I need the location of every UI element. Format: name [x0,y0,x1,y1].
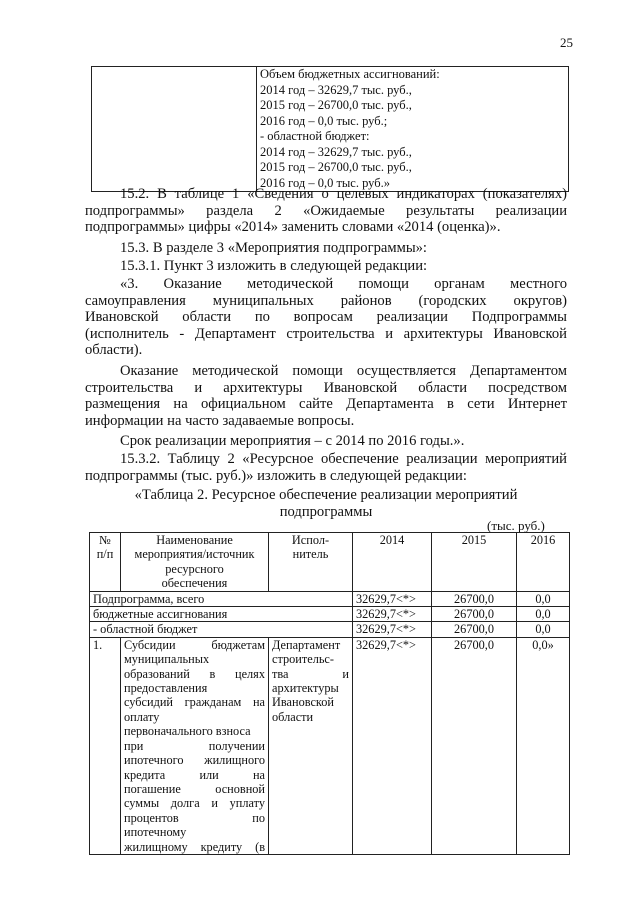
table-row [90,637,570,854]
row-label: - областной бюджет [90,622,353,637]
name-line: кредита или на [124,767,265,782]
value-2015: 26700,0 [432,607,517,622]
name-line: оплату [124,709,160,724]
value-2015: 26700,0 [432,622,517,637]
header-line: нитель [292,547,329,562]
text-line: строительства и архитектуры Ивановской области посредством [85,379,567,396]
value-2016: 0,0 [517,607,570,622]
table-row [90,591,570,606]
header-line: № [99,533,111,547]
text-line: «3. Оказание методической помощи органам местного [120,276,567,292]
row-label: Подпрограмма, всего [90,591,353,606]
paragraph-15-3-2 [85,451,567,484]
caption-line: подпрограммы [279,503,373,520]
text-line: 15.3.2. Таблицу 2 «Ресурсное обеспечение реализации мероприятий [120,451,567,467]
allocation-line: 2015 год – 26700,0 тыс. руб., [260,98,412,112]
name-line: суммы долга и уплату [124,796,265,811]
paragraph-15-3-1: 15.3.1. Пункт 3 изложить в следующей редакции: [120,258,428,274]
allocation-line: 2014 год – 32629,7 тыс. руб., [260,82,412,97]
paragraph-item-3 [85,276,567,359]
name-line: погашение основной [124,781,265,796]
text-line: размещения на официальном сайте Департамента в сети Интернет [85,396,567,413]
header-line: Испол- [291,533,330,547]
header-executor [269,533,353,592]
value-2014: 32629,7<*> [353,622,432,637]
text-line: 15.2. В таблице 1 «Сведения о целевых индикаторах (показателях) [120,186,567,202]
name-line: ипотечного жилищного [124,753,265,768]
name-line: субсидий гражданам на [124,695,265,710]
allocation-line: 2016 год – 0,0 тыс. руб.; [260,113,388,128]
table-row [90,622,570,637]
allocation-line: 2014 год – 32629,7 тыс. руб., [260,144,412,159]
row-executor [269,637,353,854]
name-line: Субсидии бюджетам [124,637,265,652]
value-2014: 32629,7<*> [353,607,432,622]
text-line: подпрограммы» цифры «2014» заменить словами «2014 (оценка)». [85,219,501,236]
allocations-continuation-table [91,66,569,192]
paragraph-term: Срок реализации мероприятия – с 2014 по 2016 годы.». [120,433,465,449]
paragraph-15-2 [85,186,567,236]
name-line: первоначального взноса [124,724,251,739]
header-line: обеспечения [161,576,228,591]
empty-cell [92,67,257,192]
header-row [90,533,570,592]
value-2015: 26700,0 [432,637,517,854]
text-line: области). [85,342,143,359]
header-name [121,533,269,592]
text-line: информации на часто задаваемые вопросы. [85,412,355,429]
header-line: мероприятия/источник [134,547,255,562]
name-line: ипотечному [124,825,187,840]
executor-line: области [272,709,314,724]
allocation-line: Объем бюджетных ассигнований: [260,67,440,81]
value-2016: 0,0 [517,591,570,606]
resource-table [89,532,570,855]
value-2015: 26700,0 [432,591,517,606]
allocation-line: 2016 год – 0,0 тыс. руб.» [260,175,391,190]
value-2016: 0,0 [517,622,570,637]
allocations-cell [257,67,569,192]
name-line: муниципальных [124,652,210,667]
header-2015: 2015 [432,533,517,592]
name-line: жилищному кредиту (в [124,839,265,854]
paragraph-methodical-help [85,363,567,429]
executor-line: строительс- [272,652,334,667]
caption-line: «Таблица 2. Ресурсное обеспечение реализации мероприятий [134,487,518,503]
name-line: при получении [124,738,265,753]
page-number: 25 [560,35,573,50]
text-line: Оказание методической помощи осуществляется Департаментом [120,363,567,379]
header-line: Наименование [156,533,233,547]
units-label: (тыс. руб.) [487,518,545,533]
executor-line: тва и [272,666,349,681]
text-line: (исполнитель - Департамент строительства и архитектуры Ивановской [85,325,567,342]
table-caption [85,487,567,520]
text-line: подпрограммы (тыс. руб.)» изложить в следующей редакции: [85,467,467,484]
table-row [90,607,570,622]
header-line: п/п [96,547,114,562]
text-line: подпрограммы» раздела 2 «Ожидаемые результаты реализации [85,202,567,219]
header-2014: 2014 [353,533,432,592]
header-line: ресурсного [165,561,224,576]
text-line: Ивановской области по вопросам реализации Подпрограммы [85,309,567,326]
executor-line: Департамент [272,637,341,652]
text-line: самоуправления муниципальных районов (городских округов) [85,292,567,309]
name-line: образований в целях [124,666,265,681]
row-label: бюджетные ассигнования [90,607,353,622]
row-name [121,637,269,854]
executor-line: Ивановской [272,695,334,710]
value-2014: 32629,7<*> [353,637,432,854]
value-2016: 0,0» [517,637,570,854]
name-line: предоставления [124,681,208,696]
value-2014: 32629,7<*> [353,591,432,606]
header-2016: 2016 [517,533,570,592]
paragraph-15-3: 15.3. В разделе 3 «Мероприятия подпрограммы»: [120,240,427,256]
allocation-line: 2015 год – 26700,0 тыс. руб., [260,160,412,174]
executor-line: архитектуры [272,681,339,696]
header-num [90,533,121,592]
name-line: процентов по [124,810,265,825]
allocation-line: - областной бюджет: [260,129,370,143]
row-num: 1. [90,637,121,854]
